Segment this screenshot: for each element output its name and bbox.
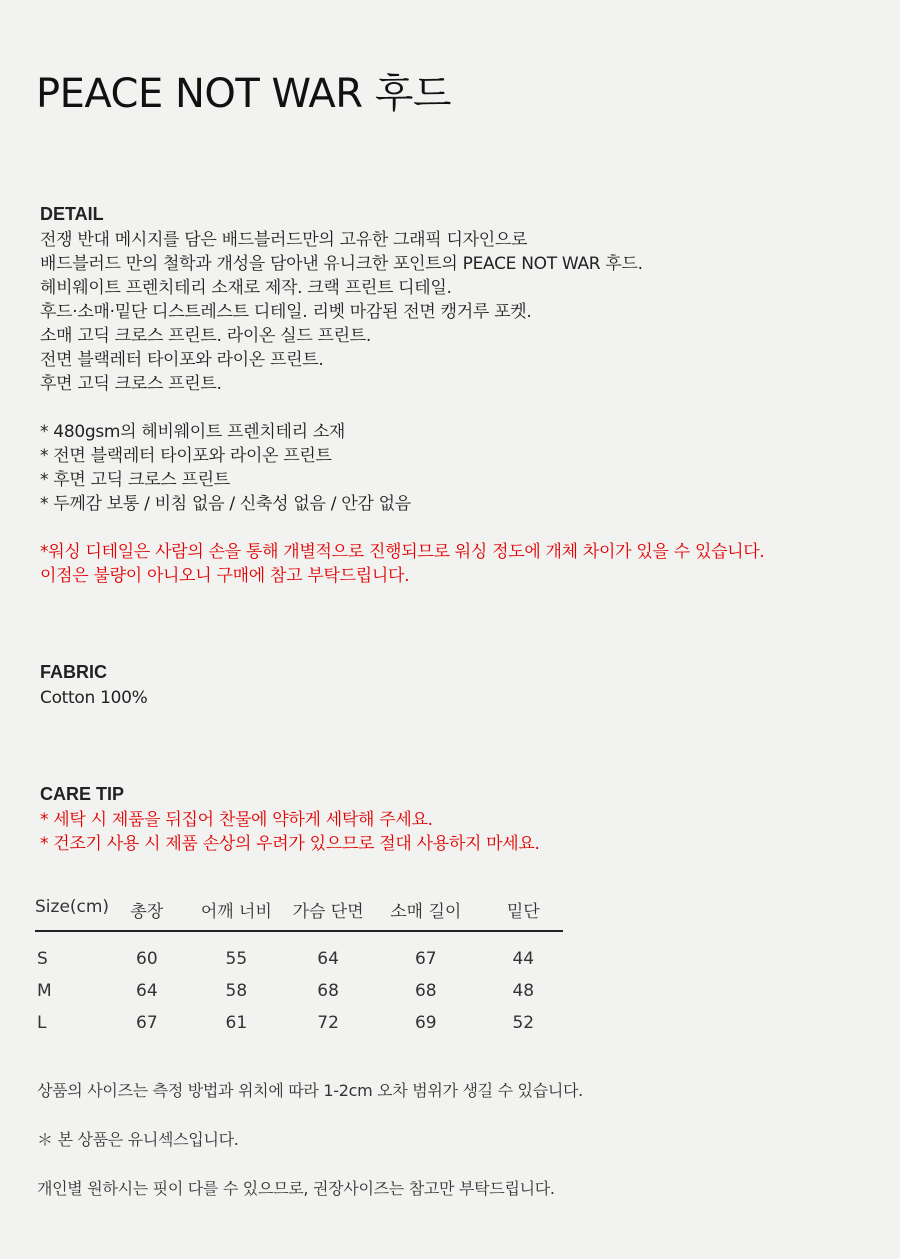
detail-bullet: * 전면 블랙레터 타이포와 라이온 프린트 — [40, 446, 332, 466]
size-value: 52 — [512, 1013, 535, 1033]
size-header-cell: 가슴 단면 — [288, 897, 368, 931]
detail-line: 배드블러드 만의 철학과 개성을 담아낸 유니크한 포인트의 PEACE NOT WAR 후드. — [40, 254, 643, 274]
size-value: 58 — [225, 981, 248, 1001]
size-value: 60 — [136, 949, 158, 969]
size-header-cell: 어깨 너비 — [185, 897, 289, 931]
size-label: M — [37, 981, 52, 1001]
size-value: 67 — [414, 949, 437, 969]
size-value: 64 — [317, 949, 339, 969]
size-value: 48 — [512, 981, 535, 1001]
size-header-cell: Size(cm) — [35, 897, 109, 931]
fabric-heading: FABRIC — [40, 662, 107, 682]
care-heading: CARE TIP — [40, 784, 125, 804]
warning-line: *워싱 디테일은 사람의 손을 통해 개별적으로 진행되므로 워싱 정도에 개체 차이가 있을 수 있습니다. — [40, 542, 765, 562]
size-label: L — [37, 1013, 47, 1033]
care-tips — [40, 808, 540, 856]
size-label: S — [37, 949, 48, 969]
washing-warning — [40, 540, 765, 588]
detail-line: 소매 고딕 크로스 프린트. 라이온 실드 프린트. — [40, 326, 372, 346]
table-row — [35, 975, 563, 1007]
care-line: * 건조기 사용 시 제품 손상의 우려가 있으므로 절대 사용하지 마세요. — [40, 834, 540, 854]
size-header-cell: 총장 — [109, 897, 184, 931]
detail-line: 전쟁 반대 메시지를 담은 배드블러드만의 고유한 그래픽 디자인으로 — [40, 230, 528, 250]
detail-bullet: * 480gsm의 헤비웨이트 프렌치테리 소재 — [40, 422, 346, 442]
detail-description — [40, 228, 643, 396]
size-value: 61 — [225, 1013, 248, 1033]
detail-heading: DETAIL — [40, 204, 104, 224]
size-value: 69 — [414, 1013, 437, 1033]
fit-note: 개인별 원하시는 핏이 다를 수 있으므로, 권장사이즈는 참고만 부탁드립니다. — [37, 1179, 555, 1198]
fabric-info — [40, 686, 147, 710]
size-value: 72 — [317, 1013, 339, 1033]
size-value: 44 — [512, 949, 535, 969]
size-value: 64 — [136, 981, 158, 1001]
size-table-header — [35, 897, 563, 931]
unisex-note: ＊ 본 상품은 유니섹스입니다. — [37, 1130, 239, 1149]
size-header-cell: 밑단 — [484, 897, 563, 931]
size-header-cell: 소매 길이 — [368, 897, 483, 931]
detail-line: 후면 고딕 크로스 프린트. — [40, 374, 222, 394]
size-value: 68 — [414, 981, 437, 1001]
detail-bullet: * 두께감 보통 / 비침 없음 / 신축성 없음 / 안감 없음 — [40, 494, 411, 514]
care-line: * 세탁 시 제품을 뒤집어 찬물에 약하게 세탁해 주세요. — [40, 810, 433, 830]
table-row — [35, 931, 563, 975]
product-title: PEACE NOT WAR 후드 — [36, 71, 452, 117]
size-value: 68 — [317, 981, 339, 1001]
size-value: 67 — [136, 1013, 158, 1033]
detail-line: 헤비웨이트 프렌치테리 소재로 제작. 크랙 프린트 디테일. — [40, 278, 452, 298]
size-table — [35, 897, 563, 1039]
detail-line: 후드·소매·밑단 디스트레스트 디테일. 리벳 마감된 전면 캥거루 포켓. — [40, 302, 532, 322]
detail-line: 전면 블랙레터 타이포와 라이온 프린트. — [40, 350, 324, 370]
warning-line: 이점은 불량이 아니오니 구매에 참고 부탁드립니다. — [40, 566, 410, 586]
table-row — [35, 1007, 563, 1039]
detail-bullet: * 후면 고딕 크로스 프린트 — [40, 470, 230, 490]
detail-bullets — [40, 420, 411, 516]
measurement-note: 상품의 사이즈는 측정 방법과 위치에 따라 1-2cm 오차 범위가 생길 수 있습니다. — [37, 1081, 583, 1100]
size-value: 55 — [225, 949, 248, 969]
fabric-value: Cotton 100% — [40, 688, 148, 708]
